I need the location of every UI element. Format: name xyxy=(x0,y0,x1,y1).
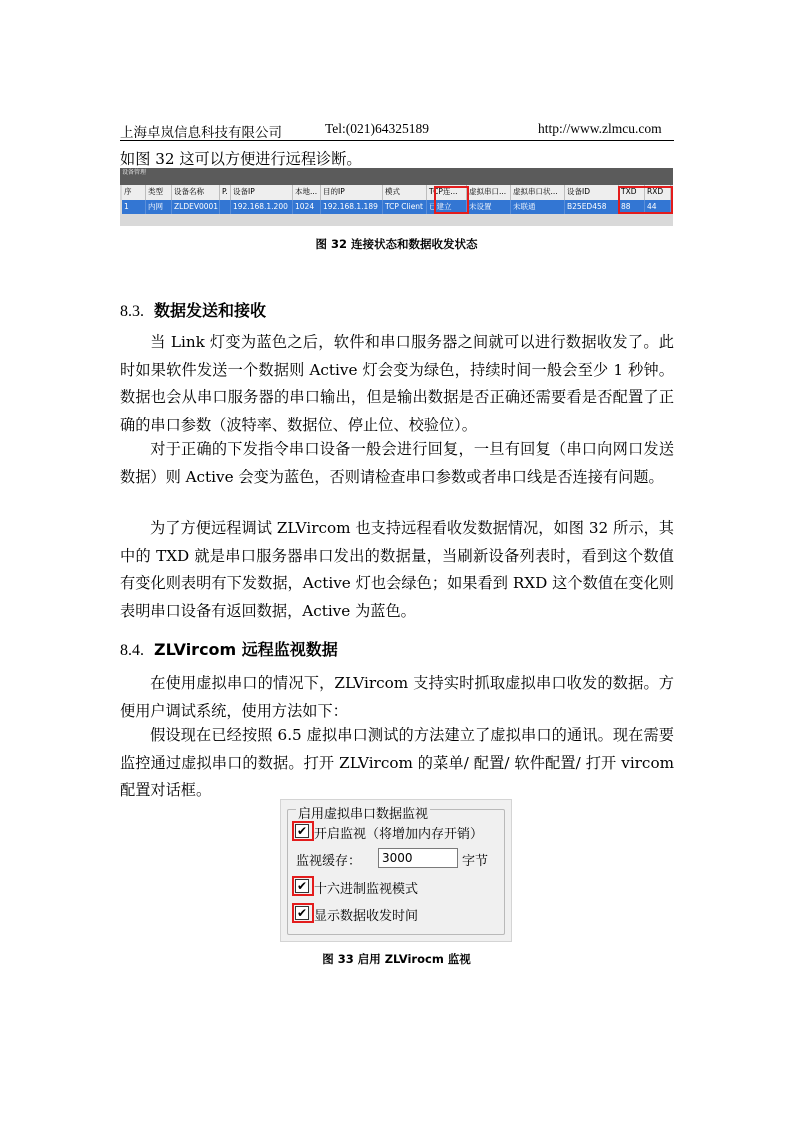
section-8-3-title: 数据发送和接收 xyxy=(154,301,267,320)
enable-monitor-label: 开启监视（将增加内存开销） xyxy=(314,827,484,842)
col-vcom: 虚拟串口... xyxy=(467,185,511,200)
buffer-unit-label: 字节 xyxy=(462,854,489,869)
section-8-4-title: ZLVircom 远程监视数据 xyxy=(154,640,338,659)
fig33-caption: 图 33 启用 ZLVirocm 监视 xyxy=(322,952,471,966)
device-table-screenshot xyxy=(120,168,673,226)
paragraph-5: 假设现在已经按照 6.5 虚拟串口测试的方法建立了虚拟串口的通讯。现在需要监控通过虚拟串口的数据。打开 ZLVircom 的菜单/ 配置/ 软件配置/ 打开 vircom 配置对话框。 xyxy=(120,726,674,800)
window-title: 设备管理 xyxy=(120,168,673,185)
col-device-ip: 设备IP xyxy=(231,185,293,200)
cell-type: 内网 xyxy=(146,200,172,214)
hex-mode-checkbox[interactable]: ✔ xyxy=(296,879,308,893)
col-type: 类型 xyxy=(146,185,172,200)
header-company: 上海卓岚信息科技有限公司 xyxy=(120,125,282,140)
header-tel: Tel:(021)64325189 xyxy=(325,121,430,136)
cell-device-id: B25ED458 xyxy=(565,200,619,214)
col-rxd: RXD xyxy=(645,185,671,200)
hex-mode-label: 十六进制监视模式 xyxy=(314,882,419,897)
fig32-caption: 图 32 连接状态和数据收发状态 xyxy=(315,237,478,251)
cell-index: 1 xyxy=(122,200,146,214)
show-time-label: 显示数据收发时间 xyxy=(314,909,419,924)
show-time-checkbox[interactable]: ✔ xyxy=(296,906,308,920)
tcp-conn-highlight xyxy=(434,186,469,214)
hex-mode-highlight xyxy=(292,876,314,896)
cell-txd: 88 xyxy=(619,200,645,214)
cell-mode: TCP Client xyxy=(383,200,427,214)
monitor-dialog xyxy=(280,799,512,942)
col-txd: TXD xyxy=(619,185,645,200)
buffer-size-input[interactable]: 3000 xyxy=(378,848,458,868)
col-device-name: 设备名称 xyxy=(172,185,220,200)
header-divider xyxy=(120,140,674,141)
show-time-highlight xyxy=(292,903,314,923)
txd-rxd-highlight xyxy=(618,186,673,214)
group-title: 启用虚拟串口数据监视 xyxy=(298,807,429,822)
intro-line: 如图 32 这可以方便进行远程诊断。 xyxy=(120,150,362,168)
paragraph-1: 当 Link 灯变为蓝色之后，软件和串口服务器之间就可以进行数据收发了。此时如果软件发送一个数据则 Active 灯会变为绿色，持续时间一般会至少 1 秒钟。数据也会从串口服务器的串口输出，但是输出数据是否正确还需要看是否配置了正确的串口参数（波特率、数据位、停止位、校验位）。 xyxy=(120,333,674,435)
section-8-4-number: 8.4. xyxy=(120,642,144,659)
cell-vcom-status: 未联通 xyxy=(511,200,565,214)
paragraph-4: 在使用虚拟串口的情况下，ZLVircom 支持实时抓取虚拟串口收发的数据。方便用户调试系统，使用方法如下： xyxy=(120,674,674,720)
cell-local-port: 1024 xyxy=(293,200,321,214)
col-local-port: 本地... xyxy=(293,185,321,200)
enable-monitor-checkbox[interactable]: ✔ xyxy=(296,824,308,838)
buffer-label: 监视缓存： xyxy=(296,854,362,869)
section-8-3-heading xyxy=(120,298,266,321)
header-url: http://www.zlmcu.com xyxy=(538,121,662,136)
cell-rxd: 44 xyxy=(645,200,671,214)
cell-device-ip: 192.168.1.200 xyxy=(231,200,293,214)
paragraph-2: 对于正确的下发指令串口设备一般会进行回复，一旦有回复（串口向网口发送数据）则 Active 会变为蓝色，否则请检查串口参数或者串口线是否连接有问题。 xyxy=(120,440,674,486)
col-mode: 模式 xyxy=(383,185,427,200)
col-device-id: 设备ID xyxy=(565,185,619,200)
paragraph-3: 为了方便远程调试 ZLVircom 也支持远程看收发数据情况，如图 32 所示，其中的 TXD 就是串口服务器串口发出的数据量，当刷新设备列表时，看到这个数值有变化则表明有下发数据，Active 灯也会绿色；如果看到 RXD 这个数值在变化则表明串口设备有返回数据，Active 为蓝色。 xyxy=(120,519,674,621)
col-p: P. xyxy=(220,185,231,200)
section-8-4-heading xyxy=(120,637,338,660)
cell-vcom: 未设置 xyxy=(467,200,511,214)
cell-tcp-conn: 已建立 xyxy=(427,200,467,214)
cell-dest-ip: 192.168.1.189 xyxy=(321,200,383,214)
cell-p xyxy=(220,200,231,214)
cell-device-name: ZLDEV0001 xyxy=(172,200,220,214)
section-8-3-number: 8.3. xyxy=(120,303,144,320)
col-index: 序 xyxy=(122,185,146,200)
col-dest-ip: 目的IP xyxy=(321,185,383,200)
col-vcom-status: 虚拟串口状... xyxy=(511,185,565,200)
enable-monitor-highlight xyxy=(292,821,314,841)
table-row[interactable] xyxy=(122,200,671,214)
col-tcp-conn: TCP连... xyxy=(427,185,467,200)
